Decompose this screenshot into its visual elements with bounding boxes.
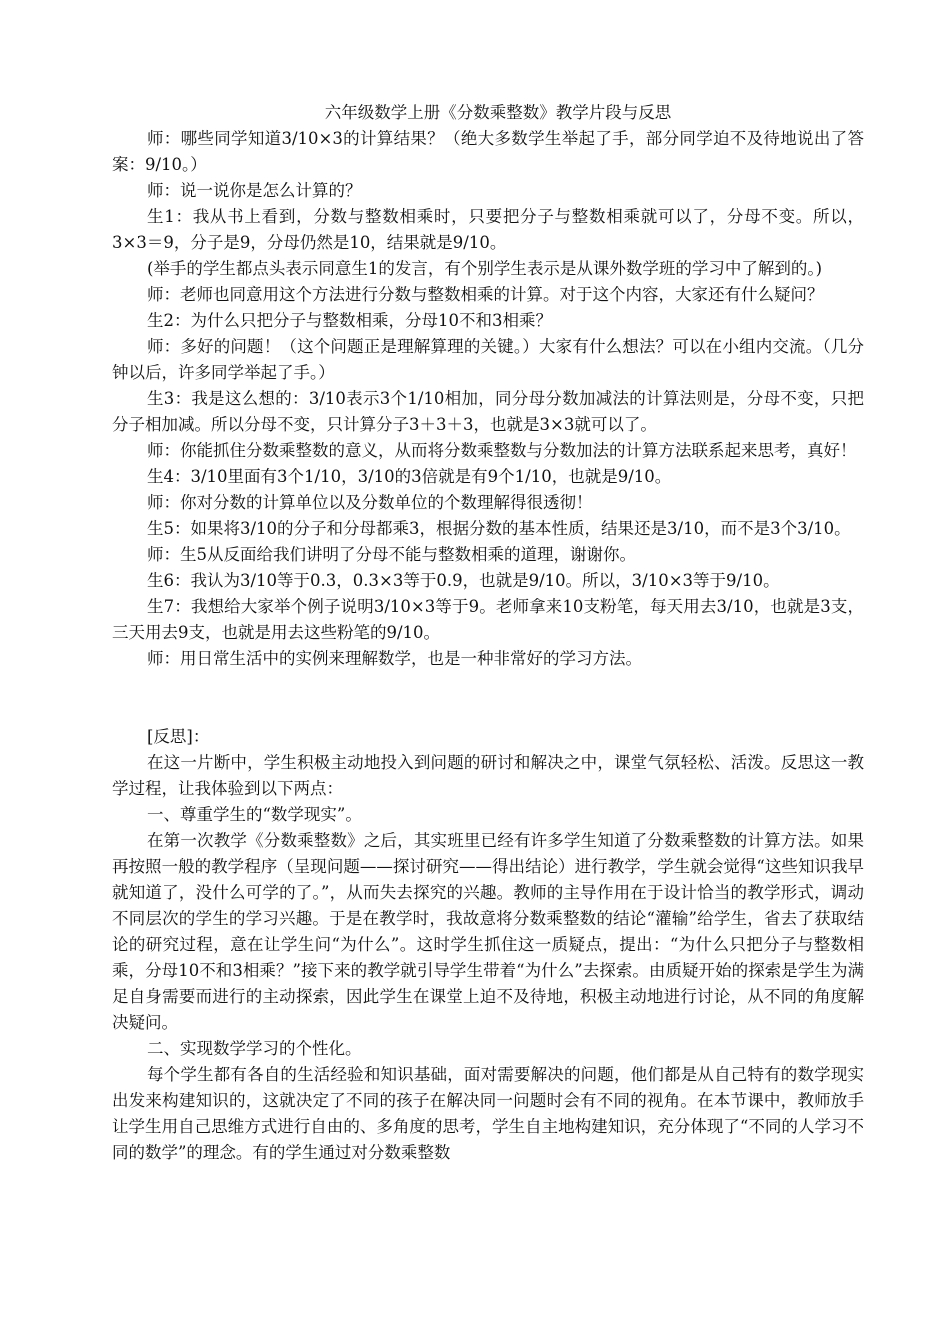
- reflection-paragraph: 在这一片断中，学生积极主动地投入到问题的研讨和解决之中，课堂气氛轻松、活泼。反思这一教学过程，让我体验到以下两点：: [112, 753, 864, 798]
- dialogue-paragraph: 师：你对分数的计算单位以及分数单位的个数理解得很透彻！: [147, 493, 593, 512]
- section-spacer: [112, 672, 864, 724]
- dialogue-section: [112, 126, 864, 672]
- dialogue-paragraph: 师：哪些同学知道3/10×3的计算结果？（绝大多数学生举起了手，部分同学迫不及待地说出了答案：9/10。）: [112, 129, 864, 174]
- reflection-paragraph: 每个学生都有各自的生活经验和知识基础，面对需要解决的问题，他们都是从自己特有的数学现实出发来构建知识的，这就决定了不同的孩子在解决同一问题时会有不同的视角。在本节课中，教师放手让学生用自己思维方式进行自由的、多角度的思考，学生自主地构建知识，充分体现了“不同的人学习不同的数学”的理念。有的学生通过对分数乘整数: [112, 1065, 864, 1162]
- reflection-section: [112, 724, 864, 1166]
- dialogue-paragraph: 生7：我想给大家举个例子说明3/10×3等于9。老师拿来10支粉笔，每天用去3/10，也就是3支，三天用去9支，也就是用去这些粉笔的9/10。: [112, 597, 864, 642]
- document-title: 六年级数学上册《分数乘整数》教学片段与反思: [324, 103, 672, 122]
- dialogue-paragraph: 生6：我认为3/10等于0.3，0.3×3等于0.9，也就是9/10。所以，3/10×3等于9/10。: [147, 571, 780, 590]
- dialogue-paragraph: 师：生5从反面给我们讲明了分母不能与整数相乘的道理，谢谢你。: [147, 545, 636, 564]
- dialogue-paragraph: 师：用日常生活中的实例来理解数学，也是一种非常好的学习方法。: [147, 649, 642, 668]
- dialogue-paragraph: 生5：如果将3/10的分子和分母都乘3，根据分数的基本性质，结果还是3/10，而不是3个3/10。: [147, 519, 851, 538]
- dialogue-paragraph: 师：你能抓住分数乘整数的意义，从而将分数乘整数与分数加法的计算方法联系起来思考，真好！: [147, 441, 857, 460]
- dialogue-paragraph: 师：多好的问题！（这个问题正是理解算理的关键。）大家有什么想法？可以在小组内交流。（几分钟以后，许多同学举起了手。）: [112, 337, 864, 382]
- reflection-heading: [反思]：: [147, 727, 210, 746]
- dialogue-paragraph: 师：说一说你是怎么计算的？: [147, 181, 362, 200]
- dialogue-paragraph: 生1：我从书上看到，分数与整数相乘时，只要把分子与整数相乘就可以了，分母不变。所以，3×3＝9，分子是9，分母仍然是10，结果就是9/10。: [112, 207, 864, 252]
- document-page: [112, 100, 864, 1166]
- reflection-paragraph: 在第一次教学《分数乘整数》之后，其实班里已经有许多学生知道了分数乘整数的计算方法。如果再按照一般的教学程序（呈现问题——探讨研究——得出结论）进行教学，学生就会觉得“这些知识我早就知道了，没什么可学的了。”，从而失去探究的兴趣。教师的主导作用在于设计恰当的教学形式，调动不同层次的学生的学习兴趣。于是在教学时，我故意将分数乘整数的结论“灌输”给学生，省去了获取结论的研究过程，意在让学生问“为什么”。这时学生抓住这一质疑点，提出：“为什么只把分子与整数相乘，分母10不和3相乘？”接下来的教学就引导学生带着“为什么”去探索。由质疑开始的探索是学生为满足自身需要而进行的主动探索，因此学生在课堂上迫不及待地，积极主动地进行讨论，从不同的角度解决疑问。: [112, 831, 864, 1032]
- dialogue-paragraph: 师：老师也同意用这个方法进行分数与整数相乘的计算。对于这个内容，大家还有什么疑问？: [147, 285, 824, 304]
- dialogue-paragraph: 生2：为什么只把分子与整数相乘，分母10不和3相乘？: [147, 311, 552, 330]
- reflection-point-heading: 一、尊重学生的“数学现实”。: [147, 805, 362, 824]
- dialogue-paragraph: 生3：我是这么想的：3/10表示3个1/10相加，同分母分数加减法的计算法则是，分母不变，只把分子相加减。所以分母不变，只计算分子3＋3＋3，也就是3×3就可以了。: [112, 389, 864, 434]
- dialogue-paragraph: 生4：3/10里面有3个1/10，3/10的3倍就是有9个1/10，也就是9/10。: [147, 467, 672, 486]
- reflection-point-heading: 二、实现数学学习的个性化。: [147, 1039, 362, 1058]
- dialogue-paragraph: (举手的学生都点头表示同意生1的发言，有个别学生表示是从课外数学班的学习中了解到的。): [147, 259, 823, 278]
